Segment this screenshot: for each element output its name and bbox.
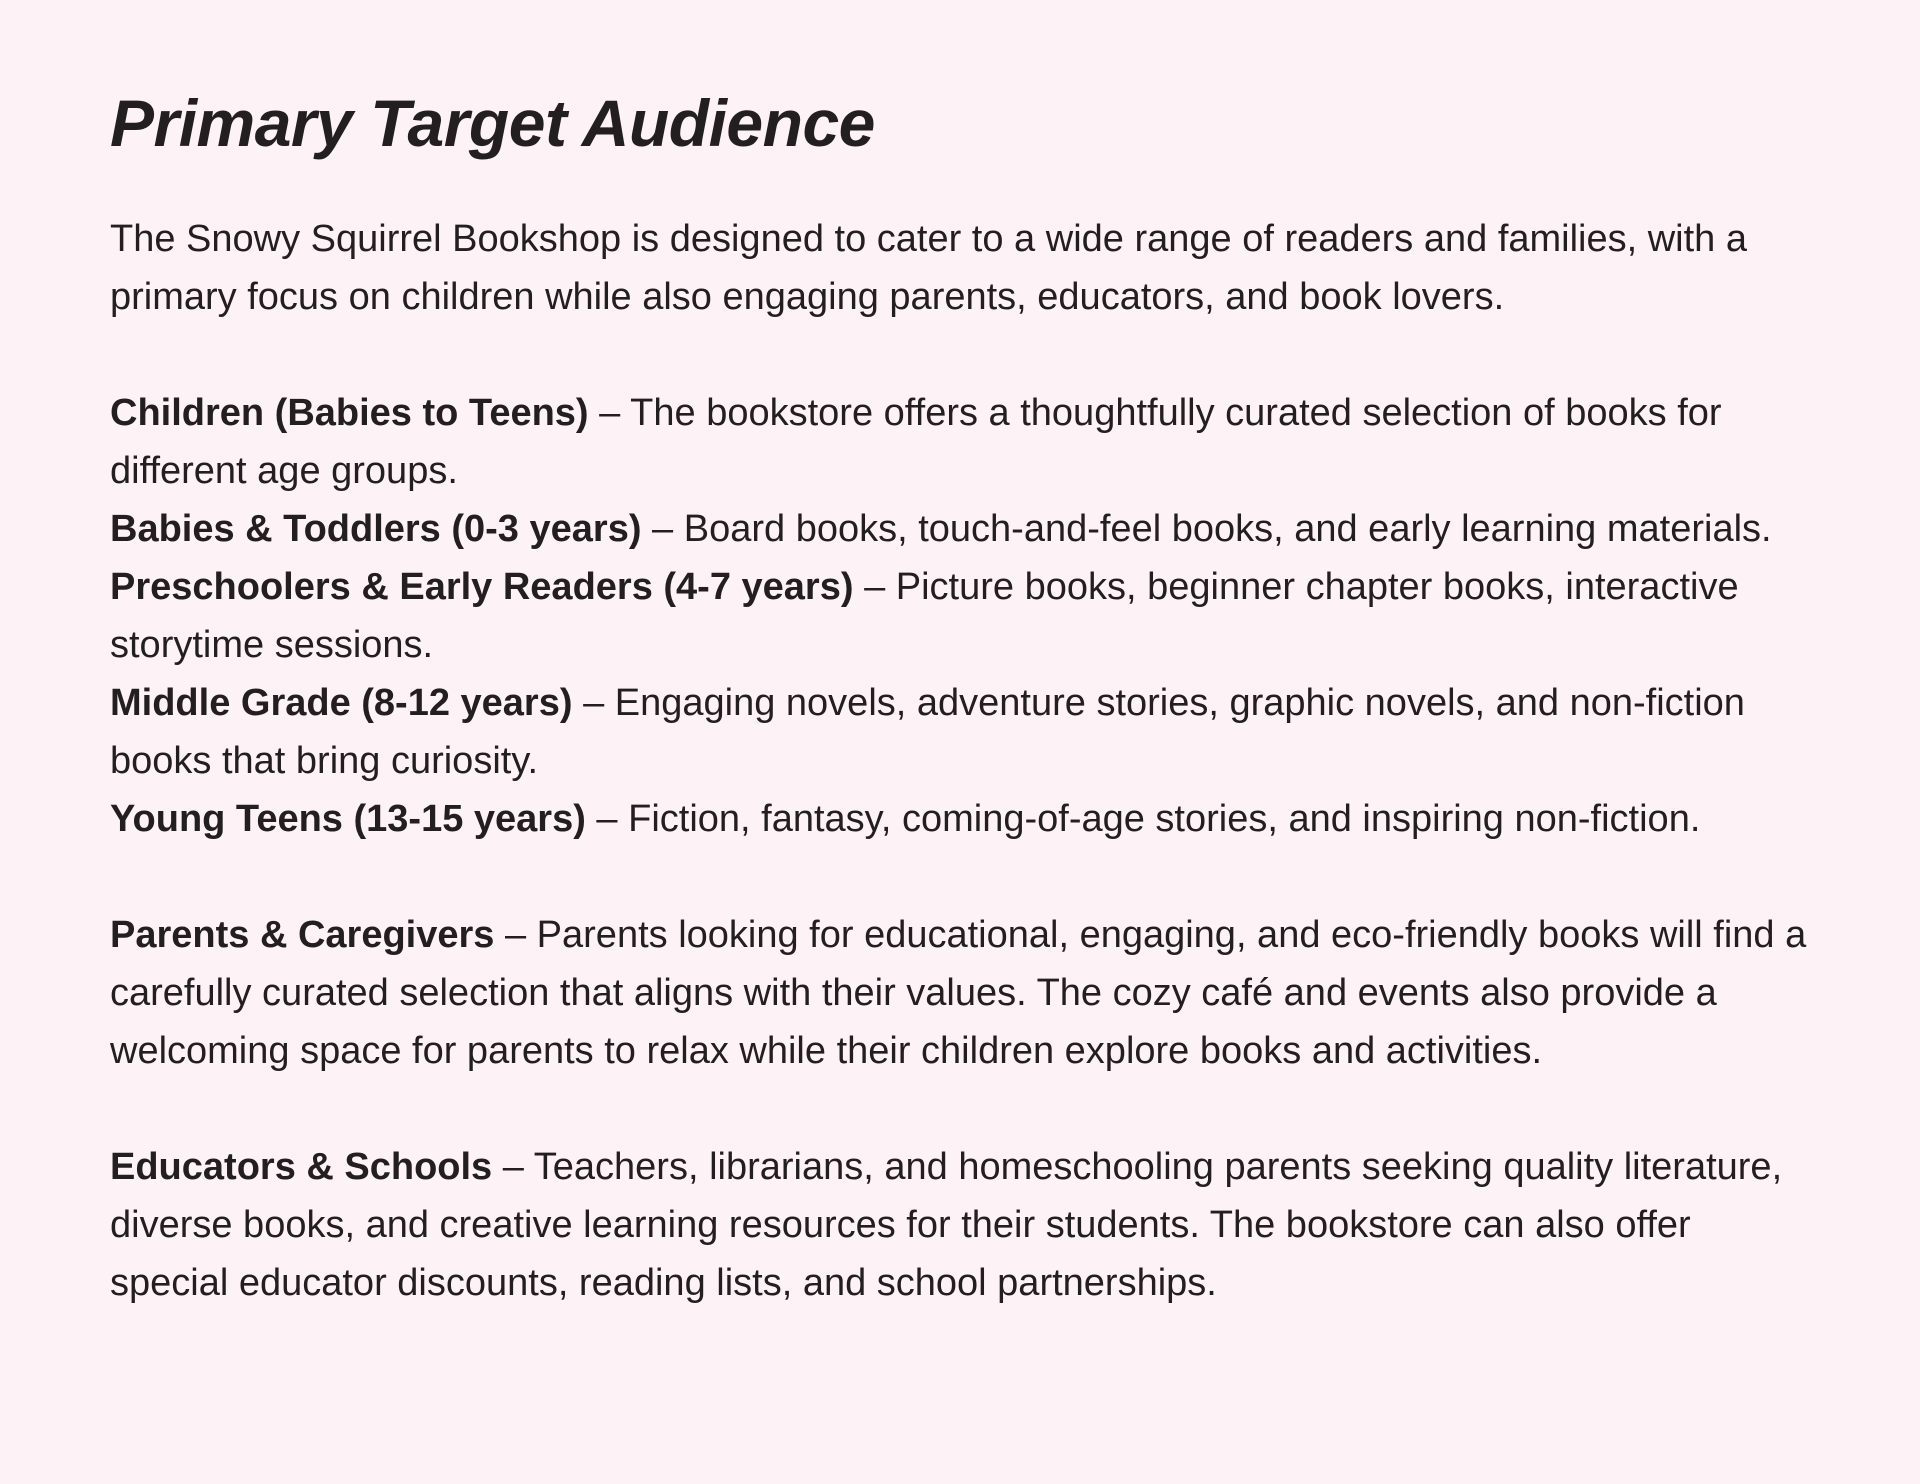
parents-term: Parents & Caregivers <box>110 914 495 956</box>
age-group-description: – Board books, touch-and-feel books, and early learning materials. <box>641 508 1772 550</box>
age-group-term: Preschoolers & Early Readers (4-7 years) <box>110 566 854 608</box>
children-heading <box>110 384 1810 500</box>
age-group-description: – Engaging novels, adventure stories, graphic novels, and non-fiction books that bring curiosity. <box>110 682 1745 782</box>
age-group-preschoolers <box>110 558 1810 674</box>
age-group-description: – Fiction, fantasy, coming-of-age stories, and inspiring non-fiction. <box>585 798 1701 840</box>
parents-section <box>110 906 1810 1080</box>
educators-section <box>110 1138 1810 1312</box>
educators-paragraph <box>110 1138 1810 1312</box>
parents-description: – Parents looking for educational, engaging, and eco-friendly books will find a carefully curated selection that aligns with their values. The cozy café and events also provide a welcoming space for parents to relax while their children explore books and activities. <box>110 914 1807 1072</box>
age-group-babies-toddlers <box>110 500 1810 558</box>
parents-paragraph <box>110 906 1810 1080</box>
age-group-young-teens <box>110 790 1810 848</box>
children-section <box>110 384 1810 848</box>
page-title: Primary Target Audience <box>110 86 875 160</box>
age-group-middle-grade <box>110 674 1810 790</box>
children-description: – The bookstore offers a thoughtfully curated selection of books for different age groups. <box>110 392 1722 492</box>
age-group-term: Middle Grade (8-12 years) <box>110 682 573 724</box>
educators-term: Educators & Schools <box>110 1146 493 1188</box>
age-group-term: Babies & Toddlers (0-3 years) <box>110 508 642 550</box>
educators-description: – Teachers, librarians, and homeschooling parents seeking quality literature, diverse books, and creative learning resources for their students. The bookstore can also offer special educator discounts, reading lists, and school partnerships. <box>110 1146 1783 1304</box>
age-group-term: Young Teens (13-15 years) <box>110 798 586 840</box>
children-term: Children (Babies to Teens) <box>110 392 589 434</box>
age-group-description: – Picture books, beginner chapter books, interactive storytime sessions. <box>110 566 1739 666</box>
intro-paragraph: The Snowy Squirrel Bookshop is designed to cater to a wide range of readers and families, with a primary focus on children while also engaging parents, educators, and book lovers. <box>110 218 1748 318</box>
